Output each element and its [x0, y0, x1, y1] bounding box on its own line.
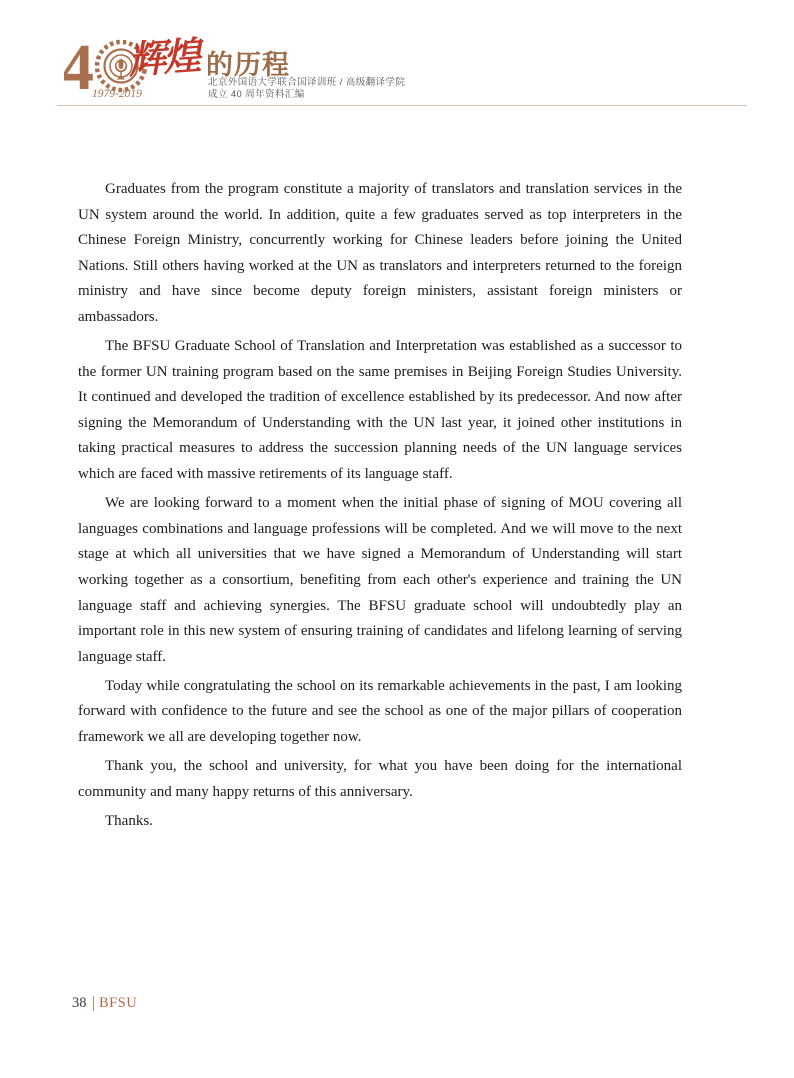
paragraph-4: Today while congratulating the school on its remarkable achievements in the past, I am looking forward with confidence to the future and see the school as one of the major pillars of cooperation framework we all are developing together now.	[78, 677, 682, 745]
paragraph-2: The BFSU Graduate School of Translation and Interpretation was established as a successor to the former UN training program based on the same premises in Beijing Foreign Studies University. It continued and developed the tradition of excellence established by its predecessor. And now after signing the Memorandum of Understanding with the UN last year, it joined other institutions in taking practical measures to address the succession planning needs of the UN language services which are faced with massive retirements of its language staff.	[78, 338, 682, 483]
header-subtitle	[208, 77, 405, 100]
footer-divider	[93, 996, 95, 1011]
header-subtitle-line2: 成立 40 周年资料汇编	[208, 88, 305, 100]
page-footer	[72, 995, 137, 1012]
anniversary-years: 1979-2019	[92, 88, 142, 100]
paragraph-5: Thank you, the school and university, for what you have been doing for the international community and many happy returns of this anniversary.	[78, 758, 682, 800]
header-subtitle-line1: 北京外国语大学联合国译训班 / 高级翻译学院	[208, 77, 406, 88]
footer-brand: BFSU	[99, 995, 138, 1011]
document-body	[78, 177, 682, 838]
paragraph-1: Graduates from the program constitute a majority of translators and translation services in the UN system around the world. In addition, quite a few graduates served as top interpreters in the Chinese Foreign Ministry, concurrently working for Chinese leaders before joining the United Nations. Still others having worked at the UN as translators and interpreters returned to the foreign ministry and have since become deputy foreign ministers, assistant foreign ministers or ambassadors.	[78, 181, 682, 325]
svg-text:4: 4	[64, 36, 94, 100]
header-divider	[57, 105, 747, 106]
header-title-script: 辉煌	[126, 32, 200, 83]
page-number: 38	[72, 995, 87, 1011]
paragraph-3: We are looking forward to a moment when the initial phase of signing of MOU covering all languages combinations and language professions will be completed. And we will move to the next stage at which all universities that we have signed a Memorandum of Understanding will start working together as a consortium, benefiting from each other's experience and training the UN language staff and achieving synergies. The BFSU graduate school will undoubtedly play an important role in this new system of ensuring training of candidates and lifelong learning of serving language staff.	[78, 495, 682, 665]
paragraph-6: Thanks.	[105, 812, 153, 829]
header-title-suffix: 的历程	[206, 50, 290, 80]
